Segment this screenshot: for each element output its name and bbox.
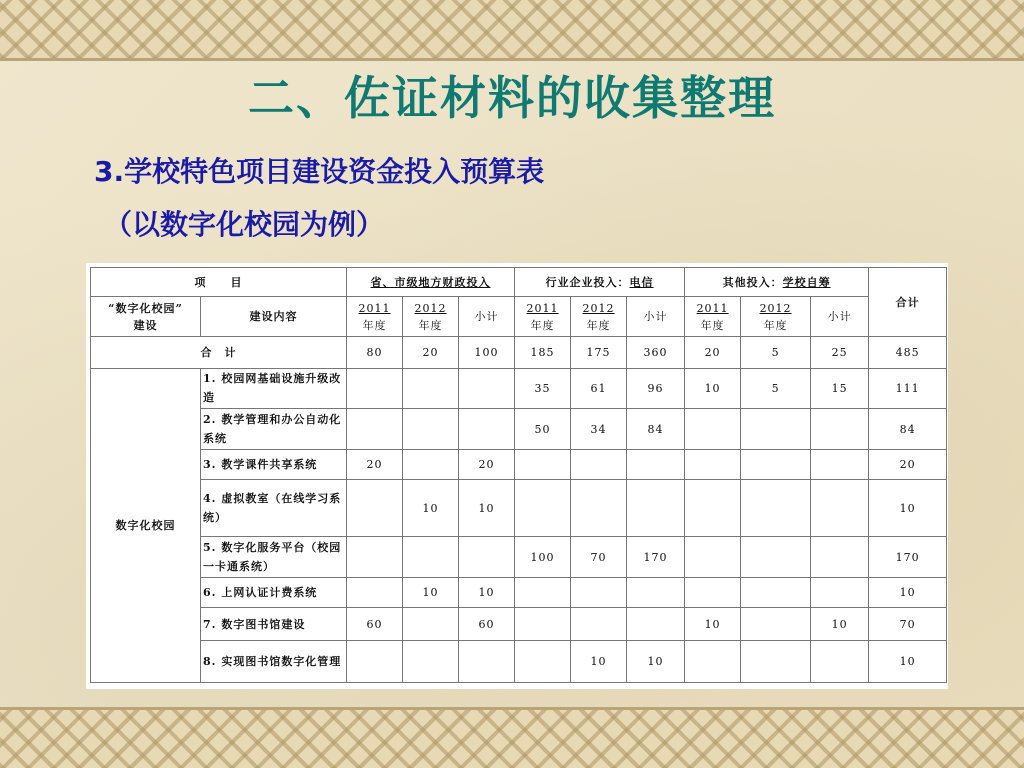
table-cell (741, 608, 811, 640)
table-cell (627, 608, 685, 640)
table-cell (459, 536, 515, 577)
table-cell: 10 (811, 608, 869, 640)
table-cell: 20 (347, 450, 403, 480)
slide-subtitle-example: （以数字化校园为例） (104, 208, 385, 241)
header-other-prefix: 其他投入： (722, 275, 783, 289)
header-other-investment (685, 268, 869, 297)
table-row (91, 408, 947, 449)
table-cell (685, 640, 741, 682)
table-cell (571, 480, 627, 536)
table-cell (811, 480, 869, 536)
table-cell (403, 368, 459, 408)
table-cell (459, 640, 515, 682)
table-cell: 70 (571, 536, 627, 577)
table-cell: 96 (627, 368, 685, 408)
table-cell: 10 (571, 640, 627, 682)
table-cell (347, 578, 403, 608)
item-label: 3. 教学课件共享系统 (201, 450, 347, 480)
table-row (91, 608, 947, 640)
item-label: 4. 虚拟教室（在线学习系统） (201, 480, 347, 536)
header-other-2011: 2011 年度 (685, 297, 741, 337)
table-cell: 84 (627, 408, 685, 449)
header-industry-2011: 2011 年度 (515, 297, 571, 337)
table-cell: 10 (627, 640, 685, 682)
table-cell (741, 536, 811, 577)
table-cell: 10 (459, 480, 515, 536)
table-cell: 61 (571, 368, 627, 408)
table-cell (347, 480, 403, 536)
header-other-value: 学校自筹 (782, 275, 831, 289)
sum-cell: 485 (869, 337, 947, 368)
table-cell: 20 (459, 450, 515, 480)
category-label: 数字化校园 (91, 368, 201, 682)
table-cell (515, 480, 571, 536)
table-cell (741, 480, 811, 536)
table-cell (459, 368, 515, 408)
table-cell (571, 450, 627, 480)
table-cell (347, 408, 403, 449)
table-cell (685, 408, 741, 449)
header-industry-2012: 2012 年度 (571, 297, 627, 337)
sum-cell: 5 (741, 337, 811, 368)
table-header-row-2 (91, 297, 947, 337)
table-cell (811, 408, 869, 449)
sum-cell: 185 (515, 337, 571, 368)
table-cell (571, 608, 627, 640)
table-cell: 10 (459, 578, 515, 608)
table-cell: 100 (515, 536, 571, 577)
table-cell (741, 578, 811, 608)
table-cell: 10 (685, 608, 741, 640)
table-cell (403, 450, 459, 480)
table-cell (741, 640, 811, 682)
sum-cell: 80 (347, 337, 403, 368)
table-cell (515, 640, 571, 682)
table-row (91, 578, 947, 608)
table-cell: 10 (869, 640, 947, 682)
header-other-subtotal: 小计 (811, 297, 869, 337)
header-gov-investment-label: 省、市级地方财政投入 (370, 275, 491, 289)
table-cell (811, 640, 869, 682)
table-cell: 170 (627, 536, 685, 577)
table-cell (459, 408, 515, 449)
table-cell (811, 536, 869, 577)
top-border-edge (0, 58, 1024, 61)
table-cell: 10 (685, 368, 741, 408)
header-industry-prefix: 行业企业投入： (545, 275, 630, 289)
table-cell (741, 408, 811, 449)
table-row (91, 640, 947, 682)
header-campus: “数字化校园” 建设 (91, 297, 201, 337)
table-cell: 15 (811, 368, 869, 408)
table-cell: 60 (459, 608, 515, 640)
item-label: 6. 上网认证计费系统 (201, 578, 347, 608)
table-cell (685, 480, 741, 536)
item-label: 5. 数字化服务平台（校园一卡通系统） (201, 536, 347, 577)
decorative-bottom-border (0, 710, 1024, 768)
table-cell: 111 (869, 368, 947, 408)
table-cell (685, 536, 741, 577)
table-row (91, 480, 947, 536)
table-cell (515, 608, 571, 640)
header-project: 项 目 (91, 268, 347, 297)
table-row (91, 368, 947, 408)
table-cell (741, 450, 811, 480)
decorative-top-border (0, 0, 1024, 58)
item-label: 2. 教学管理和办公自动化系统 (201, 408, 347, 449)
budget-table-frame (86, 263, 948, 689)
table-cell (403, 608, 459, 640)
sum-cell: 25 (811, 337, 869, 368)
sum-cell: 100 (459, 337, 515, 368)
table-cell: 84 (869, 408, 947, 449)
header-gov-2012: 2012 年度 (403, 297, 459, 337)
table-row (91, 536, 947, 577)
header-gov-subtotal: 小计 (459, 297, 515, 337)
table-cell (347, 640, 403, 682)
table-cell (685, 578, 741, 608)
slide-title: 二、佐证材料的收集整理 (248, 71, 776, 125)
table-cell (347, 536, 403, 577)
table-cell (811, 450, 869, 480)
table-cell (515, 578, 571, 608)
sum-cell: 360 (627, 337, 685, 368)
table-cell (627, 450, 685, 480)
sum-cell: 20 (685, 337, 741, 368)
header-industry-value: 电信 (629, 275, 654, 289)
table-cell: 60 (347, 608, 403, 640)
table-cell: 10 (869, 480, 947, 536)
table-cell: 10 (403, 480, 459, 536)
table-cell (571, 578, 627, 608)
table-sum-row (91, 337, 947, 368)
table-cell: 10 (403, 578, 459, 608)
header-gov-investment (347, 268, 515, 297)
table-cell: 70 (869, 608, 947, 640)
header-other-2012: 2012 年度 (741, 297, 811, 337)
table-row (91, 450, 947, 480)
table-cell (403, 640, 459, 682)
table-cell (347, 368, 403, 408)
table-cell (685, 450, 741, 480)
header-industry-subtotal: 小计 (627, 297, 685, 337)
header-gov-2011: 2011 年度 (347, 297, 403, 337)
sum-label: 合 计 (91, 337, 347, 368)
table-cell (811, 578, 869, 608)
header-industry-investment (515, 268, 685, 297)
table-cell (403, 408, 459, 449)
table-cell (627, 480, 685, 536)
budget-table (90, 267, 947, 683)
table-cell (403, 536, 459, 577)
table-header-row-1 (91, 268, 947, 297)
sum-cell: 20 (403, 337, 459, 368)
header-total: 合计 (869, 268, 947, 337)
table-cell: 35 (515, 368, 571, 408)
sum-cell: 175 (571, 337, 627, 368)
table-cell (515, 450, 571, 480)
header-content: 建设内容 (201, 297, 347, 337)
table-cell: 170 (869, 536, 947, 577)
item-label: 7. 数字图书馆建设 (201, 608, 347, 640)
table-cell: 34 (571, 408, 627, 449)
table-cell (627, 578, 685, 608)
item-label: 1. 校园网基础设施升级改造 (201, 368, 347, 408)
table-cell: 5 (741, 368, 811, 408)
table-cell: 10 (869, 578, 947, 608)
table-cell: 20 (869, 450, 947, 480)
table-cell: 50 (515, 408, 571, 449)
item-label: 8. 实现图书馆数字化管理 (201, 640, 347, 682)
slide-subtitle: 3.学校特色项目建设资金投入预算表 (94, 155, 545, 188)
